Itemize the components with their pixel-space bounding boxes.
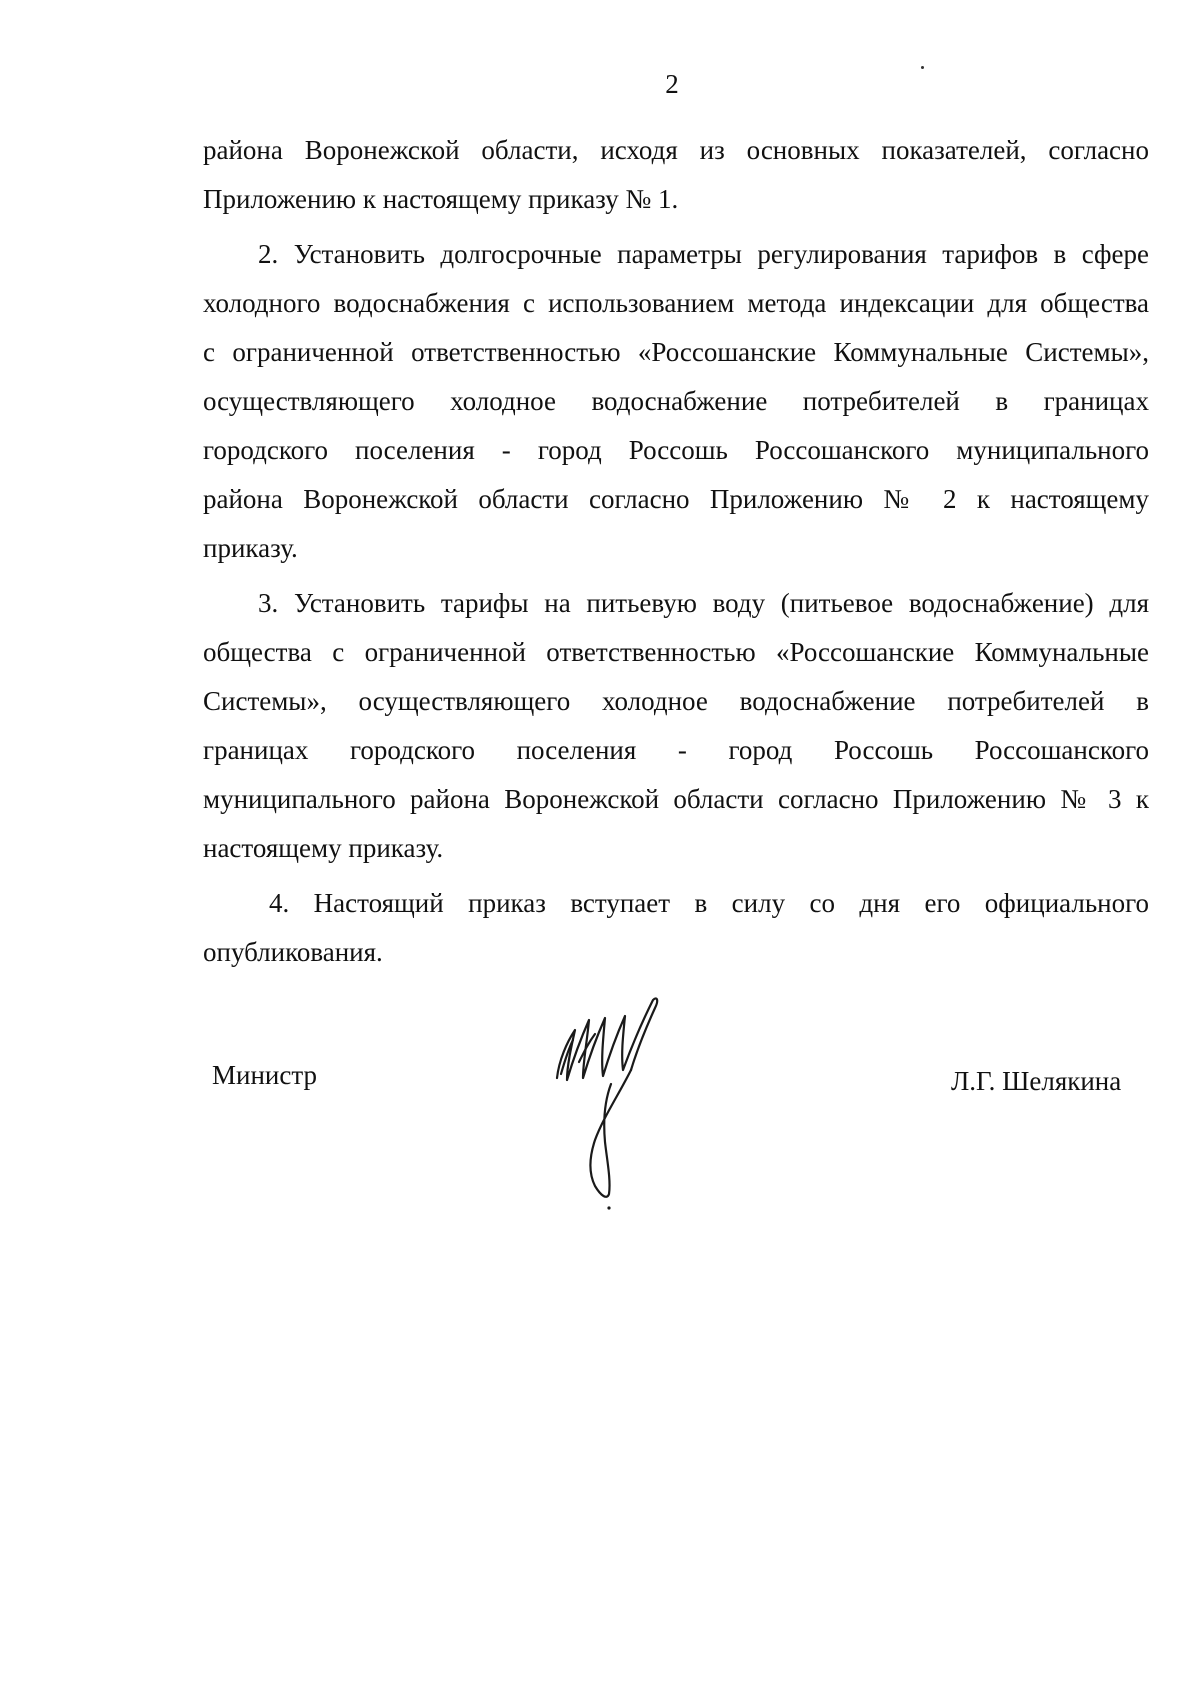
paragraph-line: 2. Установить долгосрочные параметры регулирования тарифов в сфере: [258, 239, 1149, 269]
paragraph-line: границах городского поселения - город Россошь Россошанского: [203, 735, 1149, 765]
paragraph-line: Системы», осуществляющего холодное водоснабжение потребителей в: [203, 686, 1149, 716]
paragraph-line: приказу.: [203, 533, 298, 563]
paragraph-line: Приложению к настоящему приказу № 1.: [203, 184, 679, 214]
paragraph-line: общества с ограниченной ответственностью «Россошанские Коммунальные: [203, 637, 1149, 667]
paragraph-line: опубликования.: [203, 937, 383, 967]
paragraph-line: настоящему приказу.: [203, 833, 444, 863]
paragraph-line: холодного водоснабжения с использованием метода индексации для общества: [203, 288, 1149, 318]
signer-name: Л.Г. Шелякина: [951, 1066, 1122, 1096]
paragraph-line: осуществляющего холодное водоснабжение потребителей в границах: [203, 386, 1149, 416]
paragraph-line: муниципального района Воронежской области согласно Приложению № 3 к: [203, 784, 1149, 814]
paragraph-line: 3. Установить тарифы на питьевую воду (питьевое водоснабжение) для: [258, 588, 1149, 618]
signer-title: Министр: [212, 1060, 317, 1090]
paragraph-line: 4. Настоящий приказ вступает в силу со дня его официального: [269, 888, 1149, 918]
paragraph-line: района Воронежской области, исходя из основных показателей, согласно: [203, 135, 1149, 165]
paragraph-line: городского поселения - город Россошь Россошанского муниципального: [203, 435, 1149, 465]
paragraph-line: района Воронежской области согласно Приложению № 2 к настоящему: [203, 484, 1149, 514]
handwritten-signature: [545, 990, 675, 1210]
page-number: 2: [665, 69, 679, 99]
paragraph-line: с ограниченной ответственностью «Россошанские Коммунальные Системы»,: [203, 337, 1149, 367]
